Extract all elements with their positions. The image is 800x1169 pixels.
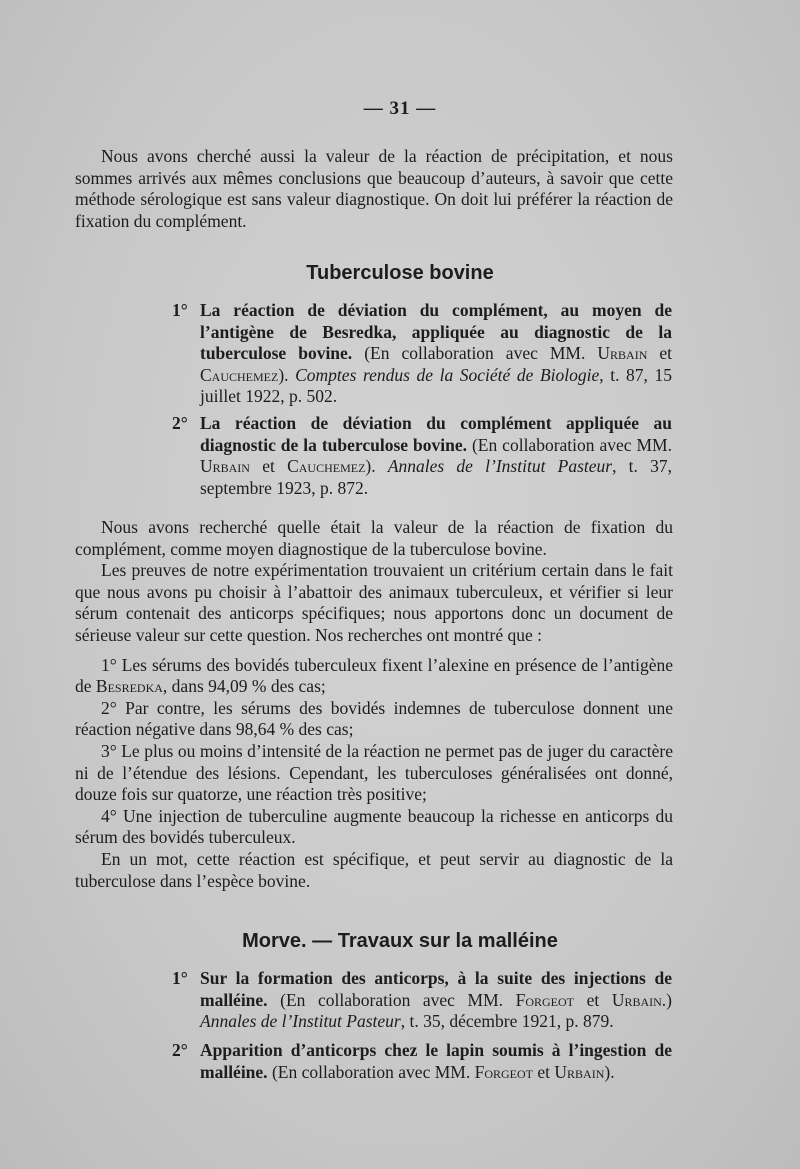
- reference-body: [200, 1040, 672, 1083]
- reference-number: 1°: [172, 300, 188, 320]
- reference-number: 1°: [172, 968, 188, 988]
- reference-author: Forgeot: [515, 989, 575, 1010]
- reference-author: Urbain: [597, 343, 648, 364]
- reference-collab-end: ).: [604, 1061, 615, 1082]
- reference-item: [172, 968, 672, 1033]
- conclusion-paragraph: En un mot, cette réaction est spécifique, et peut servir au diagnostic de la tuberculose dans l’espèce bovine.: [75, 848, 673, 891]
- reference-title: La réaction de déviation du complément appliquée au diagnostic de la tuberculose bovine.: [200, 413, 672, 455]
- reference-author: Forgeot: [474, 1061, 533, 1082]
- reference-journal: Annales de l’Institut Pasteur: [387, 456, 613, 477]
- reference-collab-end: ).: [365, 456, 376, 477]
- reference-journal: Annales de l’Institut Pasteur: [200, 1011, 401, 1032]
- reference-collab-end: ).: [278, 364, 289, 385]
- reference-number: 2°: [172, 413, 188, 433]
- reference-body: [200, 300, 672, 408]
- reference-title: La réaction de déviation du complément, au moyen de l’antigène de Besredka, appliquée au diagnostic de la tuberculose bovine.: [200, 300, 672, 364]
- reference-collab: (En collaboration avec MM.: [271, 1061, 471, 1082]
- reference-collab: (En collaboration avec MM.: [471, 434, 672, 455]
- finding-1: [75, 655, 673, 698]
- finding-text-end: , dans 94,09 % des cas;: [162, 676, 326, 697]
- reference-author: Urbain: [200, 456, 250, 477]
- reference-item: [172, 1040, 672, 1083]
- reference-and: et: [586, 989, 600, 1010]
- reference-body: [200, 968, 672, 1033]
- intro-paragraph-block: [75, 146, 673, 232]
- reference-collab-end: .): [661, 989, 672, 1010]
- reference-details: , t. 37, septembre 1923, p. 872.: [200, 456, 673, 498]
- reference-collab: (En collaboration avec MM.: [364, 343, 586, 364]
- body-paragraph: Nous avons recherché quelle était la valeur de la réaction de fixation du complément, comme moyen diagnostique de la tuberculose bovine.: [75, 517, 673, 559]
- reference-and: et: [659, 343, 673, 364]
- reference-details: , t. 87, 15 juillet 1922, p. 502.: [200, 364, 672, 407]
- reference-author: Urbain: [554, 1061, 605, 1082]
- reference-details: , t. 35, décembre 1921, p. 879.: [400, 1011, 614, 1032]
- page-number: — 31 —: [363, 98, 437, 119]
- reference-author: Cauchemez: [287, 456, 366, 477]
- reference-author: Urbain: [611, 989, 662, 1010]
- reference-and: et: [537, 1061, 551, 1082]
- finding-4: 4° Une injection de tuberculine augmente beaucoup la richesse en anticorps du sérum des bovidés tuberculeux.: [75, 805, 673, 848]
- reference-number: 2°: [172, 1040, 188, 1060]
- body-paragraph: Les preuves de notre expérimentation trouvaient un critérium certain dans le fait que nous avons pu choisir à l’abattoir des animaux tuberculeux, et vérifier si leur sérum contenait des anticorps spécifiques; nous apportons donc un document de sérieuse valeur sur cette question. Nos recherches ont montré que :: [75, 560, 673, 645]
- section-heading-morve: Morve. — Travaux sur la malléine: [242, 930, 558, 952]
- finding-name: Besredka: [95, 676, 163, 697]
- finding-2: 2° Par contre, les sérums des bovidés indemnes de tuberculose donnent une réaction négative dans 98,64 % des cas;: [75, 697, 673, 740]
- section-heading-tuberculose: Tuberculose bovine: [306, 262, 494, 284]
- intro-paragraph: Nous avons cherché aussi la valeur de la réaction de précipitation, et nous sommes arrivés aux mêmes conclusions que beaucoup d’auteurs, à savoir que cette méthode sérologique est sans valeur diagnostique. On doit lui préférer la réaction de fixation du complément.: [75, 146, 673, 231]
- reference-author: Cauchemez: [200, 364, 279, 385]
- reference-and: et: [262, 456, 275, 477]
- finding-3: 3° Le plus ou moins d’intensité de la réaction ne permet pas de juger du caractère ni de l’étendue des lésions. Cependant, les tuberculoses généralisées ont donné, douze fois sur quatorze, une réaction très positive;: [75, 740, 673, 805]
- reference-item: [172, 413, 672, 499]
- reference-title: Apparition d’anticorps chez le lapin soumis à l’ingestion de malléine.: [200, 1040, 672, 1082]
- reference-body: [200, 413, 672, 499]
- finding-text: 1° Les sérums des bovidés tuberculeux fixent l’alexine en présence de l’antigène de: [75, 654, 673, 697]
- reference-item: [172, 300, 672, 408]
- reference-title: Sur la formation des anticorps, à la suite des injections de malléine.: [200, 968, 672, 1010]
- tuberculose-body: [75, 517, 673, 892]
- reference-collab: (En collaboration avec MM.: [280, 989, 504, 1010]
- reference-journal: Comptes rendus de la Société de Biologie: [295, 364, 600, 385]
